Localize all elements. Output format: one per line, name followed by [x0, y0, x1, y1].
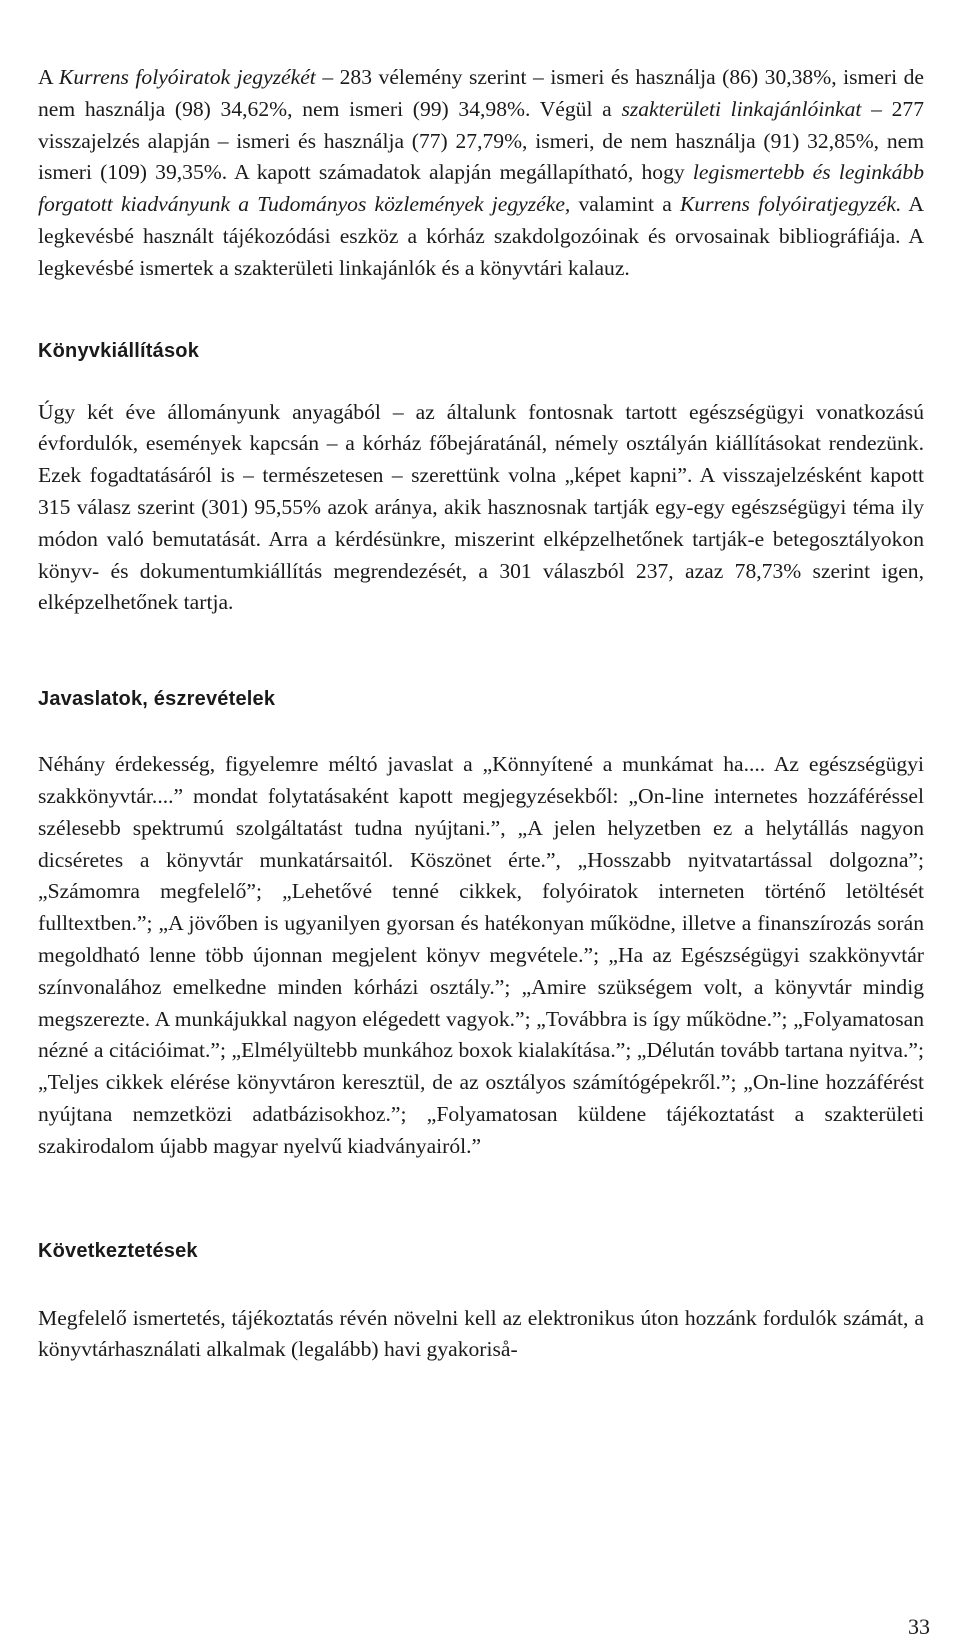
- paragraph-conclusions: Megfelelő ismertetés, tájékoztatás révén növelni kell az elektronikus úton hozzánk fordulók számát, a könyvtárhasználati alkalmak (legalább) havi gyakoriså-: [38, 1305, 924, 1362]
- text-run: – 283 vélemény szerint – ismeri és használja (86) 30,38%, ismeri de nem használja (98) 34,62%, nem ismeri (99) 34,98%. Végül a: [38, 65, 924, 121]
- section-heading-conclusions: Következtetések: [38, 1239, 198, 1262]
- text-run: A: [38, 65, 59, 89]
- text-run: – 277 visszajelzés alapján – ismeri és használja (77) 27,79%, ismeri, de nem használja (91) 32,85%, nem ismeri (109) 39,35%. A kapott számadatok alapján megállapítható, hogy: [38, 96, 925, 185]
- section-heading-suggestions: Javaslatok, észrevételek: [38, 688, 276, 711]
- italic-title-current-periodicals: Kurrens folyóiratok jegyzékét: [58, 65, 316, 89]
- italic-title-link-recommenders: szakterületi linkajánlóinkat: [621, 96, 862, 121]
- section-heading-book-exhibitions: Könyvkiállítások: [38, 339, 200, 362]
- paragraph-periodicals-usage: [38, 62, 924, 285]
- document-page: [38, 62, 924, 1366]
- page-number: 33: [908, 1614, 930, 1639]
- italic-title-periodical-list: Kurrens folyóiratjegyzék.: [679, 192, 902, 217]
- text-run: A legkevésbé használt tájékozódási eszköz a kórház szakdolgozóinak és orvosainak bibliográfiája. A legkevésbé ismertek a szakterületi linkajánlók és a könyvtári kalauz.: [38, 192, 924, 280]
- paragraph-suggestions: Néhány érdekesség, figyelemre méltó javaslat a „Könnyítené a munkámat ha.... Az egészségügyi szakkönyvtár....” mondat folytatásaként kapott megjegyzésekből: „On-line internetes hozzáféréssel szélesebb spektrumú szolgáltatást tudna nyújtani.”, „A jelen helyzetben ez a helytállás nagyon dicséretes a könyvtár munkatársaitól. Köszönet érte.”, „Hosszabb nyitvatartással dolgozna”; „Számomra megfelelő”; „Lehetővé tenné cikkek, folyóiratok interneten történő letöltését fulltextben.”; „A jövőben is ugyanilyen gyorsan és hatékonyan működne, illetve a finanszírozás során megoldható lenne több újonnan megjelent könyv megvétele.”; „Ha az Egészségügyi szakkönyvtár színvonalához emelkedne minden kórházi osztály.”; „Amire szükségem volt, a könyvtár mindig megszerezte. A munkájukkal nagyon elégedett vagyok.”; „Továbbra is így működne.”; „Folyamatosan nézné a citációimat.”; „Elmélyültebb munkához boxok kialakítása.”; „Délután tovább tartana nyitva.”; „Teljes cikkek elérése könyvtáron keresztül, de az osztályos számítógépekről.”; „On-line hozzáférést nyújtana nemzetközi adatbázisokhoz.”; „Folyamatosan küldene tájékoztatást a szakterületi szakirodalom újabb magyar nyelvű kiadványairól.”: [38, 752, 924, 1158]
- italic-conclusion-best-known: legismertebb és leginkább forgatott kiadványunk a Tudományos közlemények jegyzéke,: [38, 160, 924, 217]
- paragraph-book-exhibitions: Úgy két éve állományunk anyagából – az általunk fontosnak tartott egészségügyi vonatkozású évfordulók, események kapcsán – a kórház főbejáratánál, némely osztályán kiállításokat rendezünk. Ezek fogadtatásáról is – természetesen – szerettünk volna „képet kapni”. A visszajelzésként kapott 315 válasz szerint (301) 95,55% azok aránya, akik hasznosnak tartják egy-egy egészségügyi téma ily módon való bemutatását. Arra a kérdésünkre, miszerint elképzelhetőnek tartják-e betegosztályokon könyv- és dokumentumkiállítás megrendezését, a 301 válaszból 237, azaz 78,73% szerint igen, elképzelhetőnek tartja.: [38, 399, 924, 615]
- text-run: valamint a: [570, 192, 680, 217]
